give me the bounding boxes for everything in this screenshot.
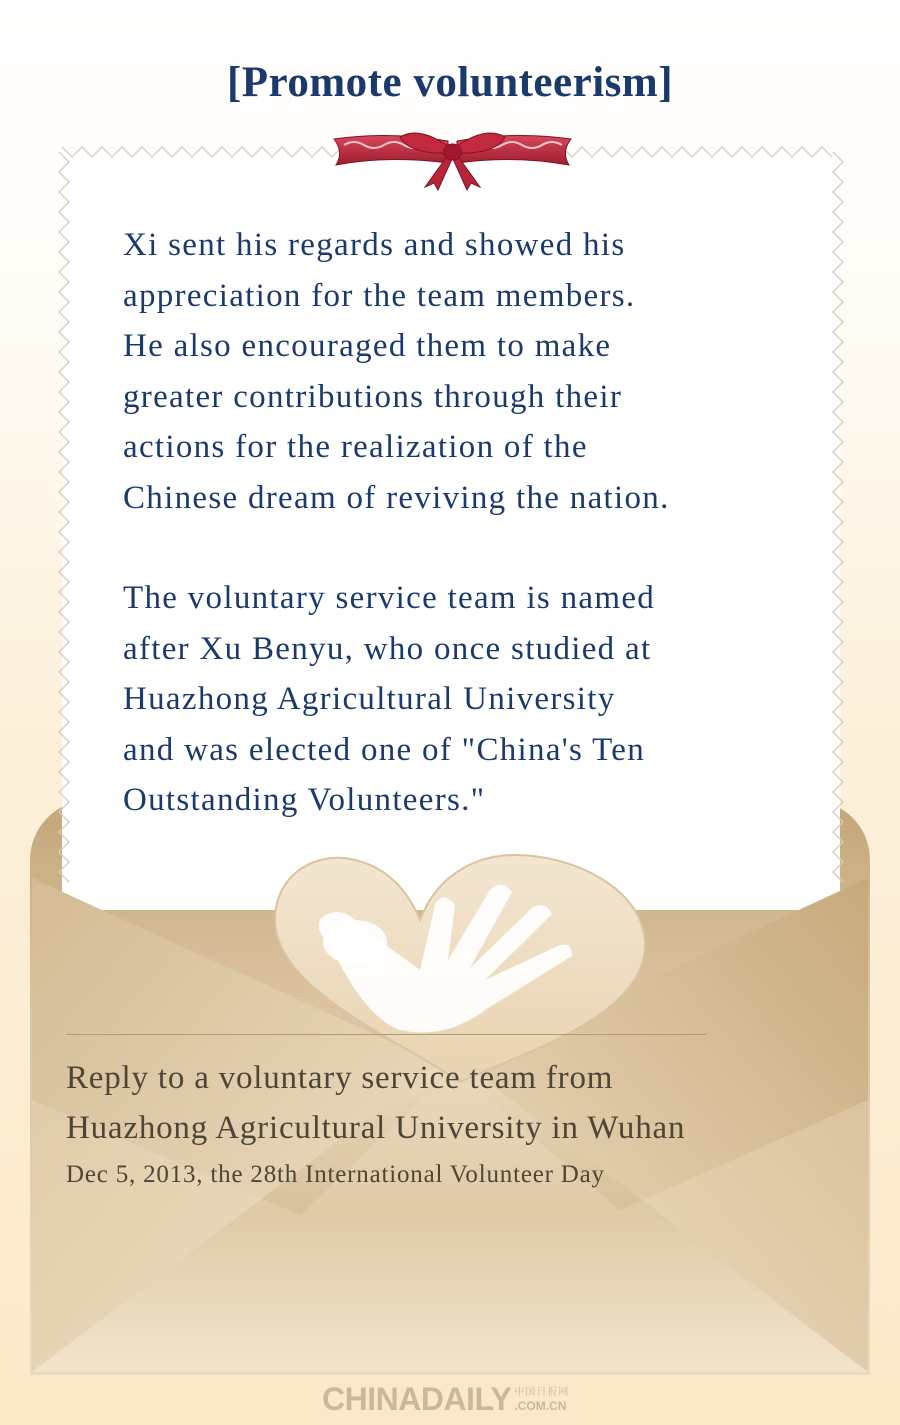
letter-paragraph: Xi sent his regards and showed his appreciation for the team members. He also encouraged them to make greater contributions through their actions for the realization of the Chinese dream of reviving the nation. <box>123 227 670 516</box>
reply-text: Reply to a voluntary service team from Huazhong Agricultural University in Wuhan <box>66 1060 686 1146</box>
letter-paragraph: The voluntary service team is named after Xu Benyu, who once studied at Huazhong Agricultural University and was elected one of "China's Ten Outstanding Volunteers." <box>123 580 656 818</box>
logo-wordmark: CHINADAILY <box>322 1381 512 1417</box>
chinadaily-logo <box>322 1377 569 1417</box>
heart-hand-dove-icon <box>270 850 650 1085</box>
footer-divider <box>66 1034 706 1035</box>
logo-side <box>514 1387 569 1413</box>
logo-chinese: 中国日报网 <box>514 1387 570 1398</box>
logo-domain: .COM.CN <box>514 1399 567 1413</box>
date-text: Dec 5, 2013, the 28th International Volunteer Day <box>66 1161 605 1188</box>
page-title: [Promote volunteerism] <box>226 59 674 106</box>
